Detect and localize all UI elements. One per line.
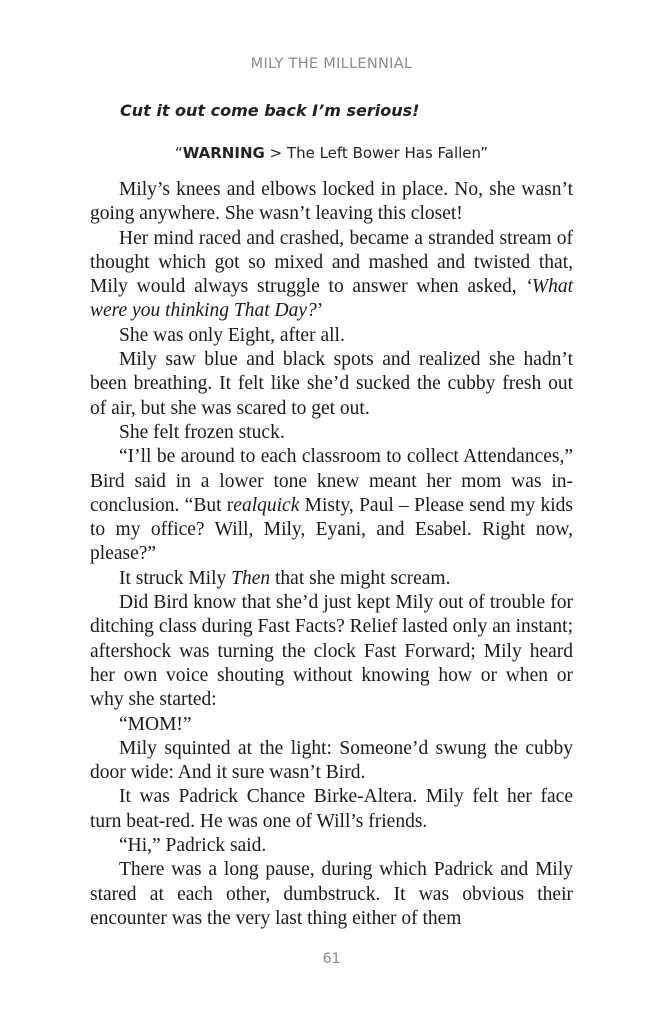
running-head: MILY THE MILLENNIAL (250, 56, 413, 72)
paragraph-text: Mily’s knees and elbows locked in place. No, she wasn’t going anywhere. She wasn’t leaving this closet! (90, 179, 573, 225)
paragraph (90, 834, 573, 858)
paragraph (90, 421, 573, 445)
warning-line (0, 144, 663, 162)
paragraph-italic: ealquick (233, 494, 300, 516)
paragraph (90, 348, 573, 421)
warning-rest: > The Left Bower Has Fallen” (264, 144, 488, 162)
paragraph-text: “I’ll be around to each classroom to collect Attendances,” Bird said in a lower tone knew meant her mom was in-conclusion. “But r (90, 446, 573, 516)
paragraph-text: It was Padrick Chance Birke-Altera. Mily felt her face turn beat-red. He was one of Will’s friends. (90, 786, 573, 832)
paragraph-italic: Then (231, 567, 271, 589)
paragraph-text: Did Bird know that she’d just kept Mily out of trouble for ditching class during Fast Facts? Relief lasted only an instant; aftershock was turning the clock Fast Forward; Mily heard her own voice shouting without knowing how or when or why she started: (90, 592, 573, 711)
paragraph-italic: ‘What were you thinking That Day? (90, 276, 573, 322)
paragraph-text: There was a long pause, during which Padrick and Mily stared at each other, dumbstruck. It was obvious their encounter was the very last thing either of them (90, 859, 573, 929)
paragraph-text-after: ’ (316, 300, 324, 322)
paragraph-text: “MOM!” (119, 713, 192, 735)
paragraph-text: “Hi,” Padrick said. (119, 835, 267, 857)
paragraph (90, 445, 573, 566)
paragraph (90, 785, 573, 834)
paragraph-text: It struck Mily (119, 567, 232, 589)
paragraph-text-after: that she might scream. (270, 567, 451, 589)
paragraph-text: Her mind raced and crashed, became a stranded stream of thought which got so mixed and mashed and twisted that, Mily would always struggle to answer when asked, (90, 227, 573, 298)
paragraph (90, 324, 573, 348)
paragraph (90, 227, 573, 324)
paragraph (90, 567, 573, 591)
paragraph-text: Mily saw blue and black spots and realized she hadn’t been breathing. It felt like she’d sucked the cubby fresh out of air, but she was scared to get out. (90, 349, 573, 419)
paragraph-text: Mily squinted at the light: Someone’d swung the cubby door wide: And it sure wasn’t Bird. (90, 737, 573, 784)
paragraph (90, 858, 573, 931)
paragraph (90, 737, 573, 786)
body-text (90, 178, 573, 931)
paragraph (90, 591, 573, 712)
warning-open-quote: “ (175, 144, 183, 162)
paragraph (90, 178, 573, 227)
callout-text: Cut it out come back I’m serious! (120, 101, 420, 120)
paragraph (90, 713, 573, 737)
paragraph-text: She was only Eight, after all. (119, 324, 345, 346)
paragraph-text: She felt frozen stuck. (119, 421, 285, 443)
warning-keyword: WARNING (182, 144, 265, 162)
paragraph-text-after: Misty, Paul – Please send my kids to my office? Will, Mily, Eyani, and Esabel. Right now, please?” (90, 494, 573, 565)
page-number: 61 (322, 951, 341, 967)
